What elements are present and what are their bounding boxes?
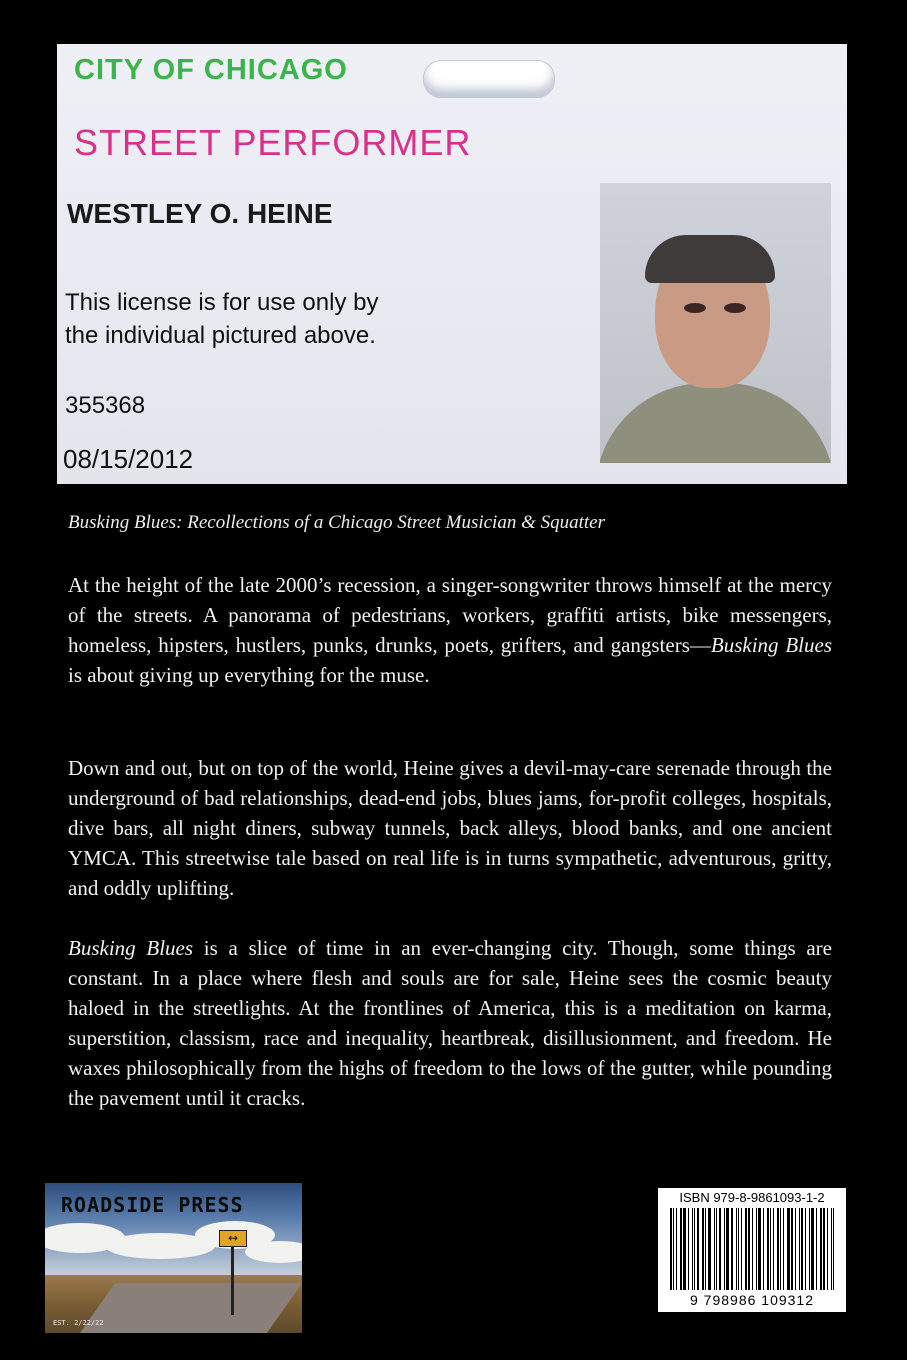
p1-text-end: is about giving up everything for the muse. — [68, 663, 430, 687]
barcode-bar — [714, 1208, 715, 1290]
barcode-bar — [731, 1208, 733, 1290]
double-arrow-sign-icon: ↔ — [219, 1230, 247, 1247]
isbn-label: ISBN 979-8-9861093-1-2 — [679, 1190, 825, 1205]
barcode-bar — [741, 1208, 742, 1290]
barcode-bar — [705, 1208, 706, 1290]
license-notice-line-1: This license is for use only by — [65, 289, 379, 316]
barcode-bar — [719, 1208, 721, 1290]
barcode-bar — [708, 1208, 711, 1290]
logo-road — [80, 1283, 302, 1333]
p3-text: is a slice of time in an ever-changing city. Though, some things are constant. In a place where flesh and souls are for sale, Heine sees the cosmic beauty haloed in the streetlights. At the frontlines of America, this is a meditation on karma, superstition, classism, race and inequality, heartbreak, disillusionment, and freedom. He waxes philosophically from the highs of freedom to the lows of the gutter, while pounding the pavement until it cracks. — [68, 936, 832, 1110]
barcode-bar — [791, 1208, 793, 1290]
barcode-bar — [756, 1208, 757, 1290]
barcode-bar — [820, 1208, 822, 1290]
barcode-bar — [702, 1208, 704, 1290]
barcode-bar — [780, 1208, 781, 1290]
photo-eye-right — [724, 303, 746, 313]
license-holder-name: WESTLEY O. HEINE — [67, 198, 333, 229]
license-role: STREET PERFORMER — [74, 122, 472, 163]
barcode-bar — [831, 1208, 832, 1290]
license-date: 08/15/2012 — [63, 444, 194, 474]
barcode-bar — [799, 1208, 800, 1290]
barcode-bar — [716, 1208, 717, 1290]
barcode-bar — [670, 1208, 672, 1290]
barcode-bar — [758, 1208, 761, 1290]
barcode-bar — [692, 1208, 693, 1290]
barcode-bar — [833, 1208, 834, 1290]
street-performer-license — [57, 44, 847, 484]
isbn-barcode — [658, 1188, 846, 1312]
blurb-paragraph-2: Down and out, but on top of the world, Heine gives a devil-may-care serenade through the underground of bad relationships, dead-end jobs, blues jams, for-profit colleges, hospitals, dive bars, all night diners, subway tunnels, back alleys, blood banks, and one ancient YMCA. This streetwise tale based on real life is in turns sympathetic, adventurous, gritty, and oddly uplifting. — [68, 756, 832, 900]
logo-sign-post — [231, 1243, 234, 1315]
license-notice-line-2: the individual pictured above. — [65, 322, 376, 349]
license-photo — [600, 183, 831, 463]
barcode-bar — [726, 1208, 729, 1290]
barcode-bar — [748, 1208, 750, 1290]
photo-shoulders — [600, 383, 831, 463]
license-city: CITY OF CHICAGO — [74, 54, 348, 86]
barcode-bar — [736, 1208, 737, 1290]
blurb-paragraph-1 — [68, 570, 832, 690]
barcode-bar — [770, 1208, 771, 1290]
barcode-bar — [809, 1208, 810, 1290]
publisher-name: ROADSIDE PRESS — [61, 1193, 244, 1217]
photo-cap — [645, 235, 775, 283]
barcode-bar — [811, 1208, 814, 1290]
p1-text-start: At the height of the late 2000’s recession, a singer-songwriter throws himself at the mercy of the streets. A panorama of pedestrians, workers, graffiti artists, bike messengers, homeless, hipsters, hustlers, punks, drunks, poets, grifters, and gangsters— — [68, 573, 832, 657]
barcode-bar — [697, 1208, 699, 1290]
barcode-bar — [773, 1208, 774, 1290]
barcode-bar — [763, 1208, 764, 1290]
barcode-bar — [680, 1208, 682, 1290]
barcode-bar — [816, 1208, 817, 1290]
book-subtitle: Busking Blues: Recollections of a Chicago Street Musician & Squatter — [68, 512, 606, 533]
photo-eye-left — [684, 303, 706, 313]
barcode-bar — [777, 1208, 779, 1290]
barcode-bar — [694, 1208, 695, 1290]
barcode-bar — [673, 1208, 674, 1290]
barcode-bar — [805, 1208, 806, 1290]
barcode-bar — [683, 1208, 686, 1290]
barcode-bar — [688, 1208, 689, 1290]
barcode-bar — [752, 1208, 753, 1290]
blurb-paragraph-3 — [68, 933, 832, 1113]
p1-book-title: Busking Blues — [710, 633, 832, 657]
barcode-bar — [724, 1208, 725, 1290]
barcode-bar — [783, 1208, 784, 1290]
barcode-bars — [670, 1208, 836, 1290]
barcode-digits: 9 798986 109312 — [690, 1292, 814, 1308]
publisher-established: EST. 2/22/22 — [53, 1319, 104, 1327]
barcode-bar — [787, 1208, 790, 1290]
barcode-bar — [801, 1208, 803, 1290]
barcode-bar — [767, 1208, 769, 1290]
barcode-bar — [676, 1208, 677, 1290]
p3-book-title: Busking Blues — [68, 936, 194, 960]
barcode-bar — [823, 1208, 825, 1290]
license-notice — [65, 286, 485, 352]
barcode-bar — [745, 1208, 747, 1290]
barcode-bar — [827, 1208, 828, 1290]
barcode-bar — [738, 1208, 739, 1290]
license-number: 355368 — [65, 392, 146, 419]
barcode-bar — [795, 1208, 796, 1290]
publisher-logo — [45, 1183, 302, 1333]
lanyard-slot — [423, 60, 555, 98]
